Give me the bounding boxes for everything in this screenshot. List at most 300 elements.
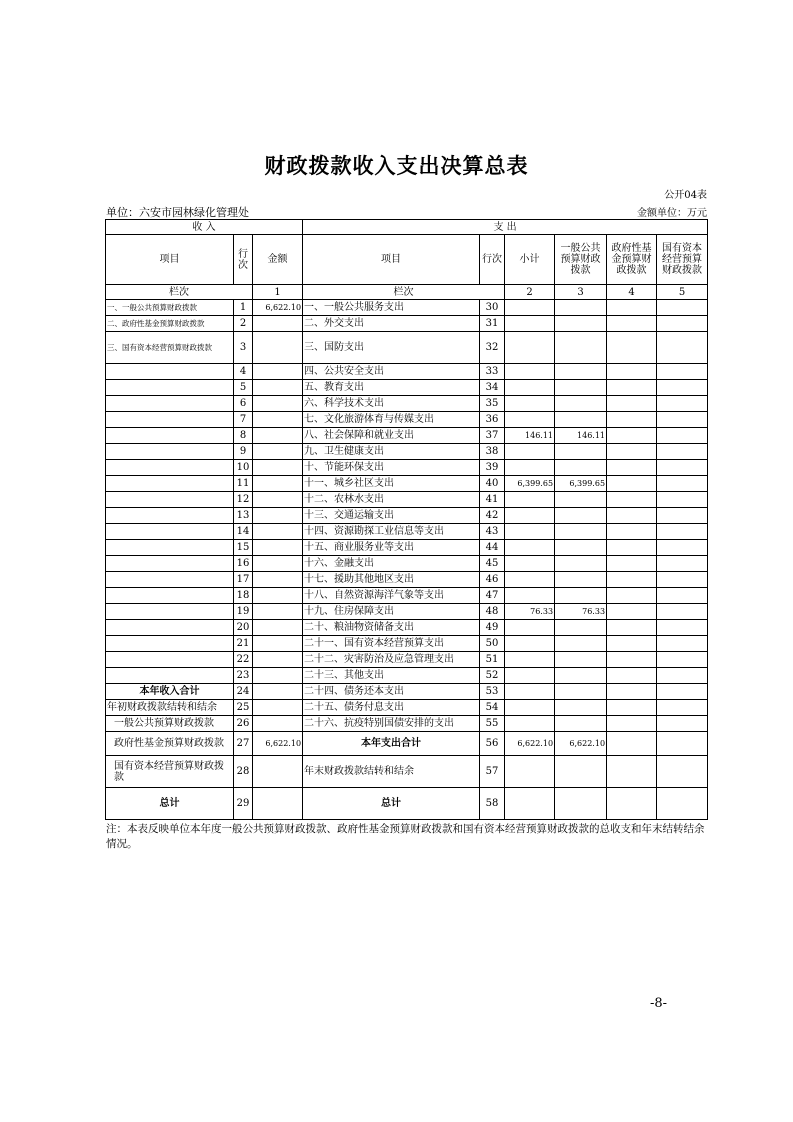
income-item-cell <box>106 556 234 572</box>
expense-line-cell: 44 <box>480 540 505 556</box>
general-budget-cell <box>555 460 607 476</box>
income-amount-cell <box>253 716 303 732</box>
income-line-cell: 19 <box>234 604 253 620</box>
table-row <box>106 684 708 700</box>
expense-header: 支 出 <box>303 220 708 235</box>
subtotal-cell <box>505 460 555 476</box>
general-budget-cell: 6,399.65 <box>555 476 607 492</box>
expense-line-cell: 48 <box>480 604 505 620</box>
table-row <box>106 332 708 364</box>
table-row <box>106 716 708 732</box>
expense-item-cell: 二十六、抗疫特别国债安排的支出 <box>303 716 480 732</box>
soe-budget-cell <box>657 412 708 428</box>
table-row <box>106 604 708 620</box>
general-budget-cell <box>555 380 607 396</box>
income-amount-cell <box>253 508 303 524</box>
general-budget-cell <box>555 508 607 524</box>
table-row <box>106 476 708 492</box>
expense-line-cell: 35 <box>480 396 505 412</box>
soe-budget-header: 国有资本经营预算财政拨款 <box>657 235 708 285</box>
soe-budget-cell <box>657 492 708 508</box>
expense-item-cell: 十九、住房保障支出 <box>303 604 480 620</box>
income-item-cell: 政府性基金预算财政拨款 <box>106 732 234 756</box>
income-amount-cell <box>253 636 303 652</box>
income-item-cell: 三、国有资本经营预算财政拨款 <box>106 332 234 364</box>
general-budget-header: 一般公共预算财政拨款 <box>555 235 607 285</box>
expense-item-cell: 三、国防支出 <box>303 332 480 364</box>
subtotal-cell <box>505 540 555 556</box>
fund-budget-cell <box>607 788 657 820</box>
expense-line-cell: 55 <box>480 716 505 732</box>
soe-budget-cell <box>657 524 708 540</box>
income-line-header: 行次 <box>234 235 253 285</box>
soe-budget-cell <box>657 756 708 788</box>
expense-line-cell: 52 <box>480 668 505 684</box>
income-item-cell: 二、政府性基金预算财政拨款 <box>106 316 234 332</box>
income-amount-cell <box>253 396 303 412</box>
table-row <box>106 700 708 716</box>
expense-item-cell: 本年支出合计 <box>303 732 480 756</box>
fund-budget-cell <box>607 444 657 460</box>
income-item-cell: 本年收入合计 <box>106 684 234 700</box>
subtotal-cell <box>505 636 555 652</box>
table-row <box>106 380 708 396</box>
income-item-cell: 一般公共预算财政拨款 <box>106 716 234 732</box>
soe-budget-cell <box>657 588 708 604</box>
table-row <box>106 364 708 380</box>
income-line-cell: 25 <box>234 700 253 716</box>
soe-budget-cell <box>657 572 708 588</box>
expense-item-cell: 八、社会保障和就业支出 <box>303 428 480 444</box>
soe-budget-cell <box>657 460 708 476</box>
income-line-cell: 9 <box>234 444 253 460</box>
income-amount-cell <box>253 444 303 460</box>
table-row <box>106 412 708 428</box>
income-amount-cell <box>253 684 303 700</box>
col-number-1: 1 <box>253 285 303 300</box>
soe-budget-cell <box>657 700 708 716</box>
general-budget-cell <box>555 364 607 380</box>
soe-budget-cell <box>657 396 708 412</box>
income-line-cell: 16 <box>234 556 253 572</box>
income-item-cell <box>106 636 234 652</box>
col-number-2: 2 <box>505 285 555 300</box>
subtotal-cell: 146.11 <box>505 428 555 444</box>
income-item-cell: 一、一般公共预算财政拨款 <box>106 300 234 316</box>
general-budget-cell <box>555 412 607 428</box>
general-budget-cell <box>555 492 607 508</box>
income-line-cell: 1 <box>234 300 253 316</box>
expense-item-cell: 二十一、国有资本经营预算支出 <box>303 636 480 652</box>
form-number: 公开04表 <box>664 190 707 201</box>
subtotal-cell <box>505 444 555 460</box>
income-item-cell <box>106 572 234 588</box>
expense-line-cell: 57 <box>480 756 505 788</box>
expense-line-cell: 31 <box>480 316 505 332</box>
col-number-3: 3 <box>555 285 607 300</box>
soe-budget-cell <box>657 604 708 620</box>
expense-item-cell: 十二、农林水支出 <box>303 492 480 508</box>
general-budget-cell: 146.11 <box>555 428 607 444</box>
expense-line-cell: 34 <box>480 380 505 396</box>
expense-line-cell: 58 <box>480 788 505 820</box>
subtotal-cell <box>505 412 555 428</box>
table-row <box>106 620 708 636</box>
income-item-cell: 总计 <box>106 788 234 820</box>
expense-item-cell: 七、文化旅游体育与传媒支出 <box>303 412 480 428</box>
table-row <box>106 428 708 444</box>
income-amount-cell <box>253 316 303 332</box>
income-item-cell: 国有资本经营预算财政拨款 <box>106 756 234 788</box>
general-budget-cell <box>555 788 607 820</box>
income-line-cell: 15 <box>234 540 253 556</box>
fund-budget-cell <box>607 716 657 732</box>
income-amount-cell <box>253 428 303 444</box>
income-line-cell: 6 <box>234 396 253 412</box>
subtotal-cell <box>505 332 555 364</box>
fund-budget-cell <box>607 540 657 556</box>
income-amount-cell <box>253 788 303 820</box>
income-item-cell <box>106 444 234 460</box>
general-budget-cell <box>555 684 607 700</box>
expense-line-cell: 30 <box>480 300 505 316</box>
soe-budget-cell <box>657 684 708 700</box>
col-number-4: 4 <box>607 285 657 300</box>
income-line-cell: 2 <box>234 316 253 332</box>
subtotal-cell <box>505 364 555 380</box>
income-item-cell <box>106 604 234 620</box>
table-row <box>106 492 708 508</box>
subtotal-cell <box>505 380 555 396</box>
expense-line-cell: 51 <box>480 652 505 668</box>
fund-budget-cell <box>607 300 657 316</box>
general-budget-cell <box>555 300 607 316</box>
income-line-cell: 3 <box>234 332 253 364</box>
expense-line-header: 行次 <box>480 235 505 285</box>
income-line-cell: 29 <box>234 788 253 820</box>
fund-budget-cell <box>607 460 657 476</box>
expense-item-cell: 十三、交通运输支出 <box>303 508 480 524</box>
fund-budget-cell <box>607 316 657 332</box>
expense-line-cell: 42 <box>480 508 505 524</box>
income-line-cell: 21 <box>234 636 253 652</box>
income-amount-cell <box>253 756 303 788</box>
general-budget-cell <box>555 524 607 540</box>
subtotal-cell <box>505 524 555 540</box>
subtotal-cell: 6,622.10 <box>505 732 555 756</box>
subtotal-cell <box>505 716 555 732</box>
table-row <box>106 444 708 460</box>
soe-budget-cell <box>657 364 708 380</box>
subtotal-cell <box>505 756 555 788</box>
fund-budget-cell <box>607 756 657 788</box>
income-amount-cell <box>253 556 303 572</box>
lanci-label-expense: 栏次 <box>303 285 505 300</box>
income-amount-cell <box>253 620 303 636</box>
fund-budget-cell <box>607 636 657 652</box>
subtotal-cell <box>505 300 555 316</box>
income-line-cell: 14 <box>234 524 253 540</box>
table-row <box>106 652 708 668</box>
subtotal-cell <box>505 652 555 668</box>
income-item-cell <box>106 412 234 428</box>
subtotal-header: 小计 <box>505 235 555 285</box>
general-budget-cell <box>555 444 607 460</box>
expense-line-cell: 38 <box>480 444 505 460</box>
general-budget-cell <box>555 652 607 668</box>
income-amount-cell <box>253 460 303 476</box>
subtotal-cell <box>505 316 555 332</box>
income-amount-cell <box>253 332 303 364</box>
soe-budget-cell <box>657 300 708 316</box>
unit-label: 单位：六安市园林绿化管理处 <box>106 206 249 219</box>
expense-item-cell: 二十二、灾害防治及应急管理支出 <box>303 652 480 668</box>
page-number: -8- <box>650 996 668 1011</box>
fund-budget-cell <box>607 524 657 540</box>
expense-item-cell: 十一、城乡社区支出 <box>303 476 480 492</box>
general-budget-cell <box>555 316 607 332</box>
expense-line-cell: 32 <box>480 332 505 364</box>
subtotal-cell <box>505 700 555 716</box>
income-amount-cell <box>253 652 303 668</box>
income-item-cell <box>106 380 234 396</box>
fund-budget-cell <box>607 668 657 684</box>
general-budget-cell <box>555 588 607 604</box>
soe-budget-cell <box>657 788 708 820</box>
income-amount-cell <box>253 524 303 540</box>
general-budget-cell <box>555 396 607 412</box>
fund-budget-header: 政府性基金预算财政拨款 <box>607 235 657 285</box>
expense-item-cell: 五、教育支出 <box>303 380 480 396</box>
income-item-cell <box>106 668 234 684</box>
income-line-cell: 23 <box>234 668 253 684</box>
income-amount-cell <box>253 476 303 492</box>
income-header: 收 入 <box>106 220 303 235</box>
fund-budget-cell <box>607 396 657 412</box>
income-item-cell <box>106 620 234 636</box>
soe-budget-cell <box>657 668 708 684</box>
fund-budget-cell <box>607 684 657 700</box>
general-budget-cell <box>555 756 607 788</box>
general-budget-cell <box>555 540 607 556</box>
soe-budget-cell <box>657 332 708 364</box>
income-item-cell <box>106 460 234 476</box>
soe-budget-cell <box>657 556 708 572</box>
expense-item-cell: 十八、自然资源海洋气象等支出 <box>303 588 480 604</box>
general-budget-cell <box>555 668 607 684</box>
income-line-cell: 12 <box>234 492 253 508</box>
expense-item-cell: 一、一般公共服务支出 <box>303 300 480 316</box>
soe-budget-cell <box>657 444 708 460</box>
subtotal-cell <box>505 788 555 820</box>
page-title: 财政拨款收入支出决算总表 <box>264 153 529 178</box>
table-row <box>106 524 708 540</box>
expense-item-cell: 十、节能环保支出 <box>303 460 480 476</box>
fund-budget-cell <box>607 620 657 636</box>
subtotal-cell <box>505 508 555 524</box>
income-line-cell: 28 <box>234 756 253 788</box>
subtotal-cell <box>505 620 555 636</box>
income-amount-cell <box>253 492 303 508</box>
expense-line-cell: 46 <box>480 572 505 588</box>
fund-budget-cell <box>607 508 657 524</box>
expense-line-cell: 40 <box>480 476 505 492</box>
income-amount-cell <box>253 572 303 588</box>
expense-line-cell: 45 <box>480 556 505 572</box>
subtotal-cell <box>505 396 555 412</box>
expense-item-cell: 六、科学技术支出 <box>303 396 480 412</box>
expense-line-cell: 33 <box>480 364 505 380</box>
table-row <box>106 396 708 412</box>
income-line-cell: 18 <box>234 588 253 604</box>
expense-line-cell: 43 <box>480 524 505 540</box>
income-item-cell <box>106 364 234 380</box>
general-budget-cell <box>555 572 607 588</box>
table-row <box>106 508 708 524</box>
general-budget-cell <box>555 636 607 652</box>
fund-budget-cell <box>607 476 657 492</box>
expense-line-cell: 53 <box>480 684 505 700</box>
expense-line-cell: 47 <box>480 588 505 604</box>
income-item-cell <box>106 652 234 668</box>
lanci-label-income: 栏次 <box>106 285 253 300</box>
fund-budget-cell <box>607 364 657 380</box>
table-row <box>106 460 708 476</box>
income-line-cell: 20 <box>234 620 253 636</box>
subtotal-cell: 6,399.65 <box>505 476 555 492</box>
table-row <box>106 732 708 756</box>
general-budget-cell <box>555 556 607 572</box>
expense-item-cell: 年末财政拨款结转和结余 <box>303 756 480 788</box>
expense-item-cell: 十五、商业服务业等支出 <box>303 540 480 556</box>
col-number-5: 5 <box>657 285 708 300</box>
table-row <box>106 636 708 652</box>
income-item-cell <box>106 588 234 604</box>
soe-budget-cell <box>657 636 708 652</box>
income-line-cell: 10 <box>234 460 253 476</box>
fund-budget-cell <box>607 700 657 716</box>
income-amount-cell <box>253 668 303 684</box>
soe-budget-cell <box>657 508 708 524</box>
expense-item-cell: 十六、金融支出 <box>303 556 480 572</box>
income-item-header: 项目 <box>106 235 234 285</box>
income-line-cell: 17 <box>234 572 253 588</box>
income-line-cell: 5 <box>234 380 253 396</box>
expense-item-cell: 二十三、其他支出 <box>303 668 480 684</box>
fund-budget-cell <box>607 572 657 588</box>
income-amount-cell: 6,622.10 <box>253 300 303 316</box>
expense-line-cell: 37 <box>480 428 505 444</box>
income-amount-cell <box>253 700 303 716</box>
expense-item-cell: 九、卫生健康支出 <box>303 444 480 460</box>
income-item-cell <box>106 428 234 444</box>
income-item-cell <box>106 508 234 524</box>
income-line-cell: 11 <box>234 476 253 492</box>
subtotal-cell <box>505 492 555 508</box>
subtotal-cell <box>505 668 555 684</box>
fund-budget-cell <box>607 588 657 604</box>
budget-summary-table <box>105 219 708 820</box>
general-budget-cell: 76.33 <box>555 604 607 620</box>
income-line-cell: 22 <box>234 652 253 668</box>
table-row <box>106 556 708 572</box>
income-amount-cell <box>253 380 303 396</box>
expense-line-cell: 36 <box>480 412 505 428</box>
income-line-cell: 4 <box>234 364 253 380</box>
soe-budget-cell <box>657 620 708 636</box>
fund-budget-cell <box>607 732 657 756</box>
subtotal-cell <box>505 572 555 588</box>
expense-line-cell: 54 <box>480 700 505 716</box>
fund-budget-cell <box>607 412 657 428</box>
expense-item-cell: 二十五、债务付息支出 <box>303 700 480 716</box>
amount-unit-label: 金额单位：万元 <box>637 208 707 219</box>
soe-budget-cell <box>657 652 708 668</box>
expense-line-cell: 39 <box>480 460 505 476</box>
income-amount-cell <box>253 604 303 620</box>
income-amount-cell <box>253 412 303 428</box>
table-row <box>106 668 708 684</box>
general-budget-cell <box>555 332 607 364</box>
expense-item-cell: 十四、资源勘探工业信息等支出 <box>303 524 480 540</box>
general-budget-cell <box>555 716 607 732</box>
fund-budget-cell <box>607 652 657 668</box>
expense-item-cell: 四、公共安全支出 <box>303 364 480 380</box>
income-line-cell: 27 <box>234 732 253 756</box>
fund-budget-cell <box>607 492 657 508</box>
income-item-cell: 年初财政拨款结转和结余 <box>106 700 234 716</box>
footnote: 注：本表反映单位本年度一般公共预算财政拨款、政府性基金预算财政拨款和国有资本经营预算财政拨款的总收支和年末结转结余情况。 <box>106 823 705 850</box>
income-amount-cell: 6,622.10 <box>253 732 303 756</box>
soe-budget-cell <box>657 716 708 732</box>
fund-budget-cell <box>607 428 657 444</box>
expense-item-cell: 十七、援助其他地区支出 <box>303 572 480 588</box>
fund-budget-cell <box>607 332 657 364</box>
income-item-cell <box>106 492 234 508</box>
subtotal-cell: 76.33 <box>505 604 555 620</box>
expense-item-header: 项目 <box>303 235 480 285</box>
income-amount-header: 金额 <box>253 235 303 285</box>
table-row <box>106 788 708 820</box>
expense-item-cell: 总计 <box>303 788 480 820</box>
income-item-cell <box>106 396 234 412</box>
soe-budget-cell <box>657 540 708 556</box>
soe-budget-cell <box>657 476 708 492</box>
fund-budget-cell <box>607 556 657 572</box>
table-row <box>106 756 708 788</box>
soe-budget-cell <box>657 316 708 332</box>
expense-item-cell: 二、外交支出 <box>303 316 480 332</box>
table-row <box>106 316 708 332</box>
soe-budget-cell <box>657 732 708 756</box>
expense-line-cell: 49 <box>480 620 505 636</box>
income-amount-cell <box>253 588 303 604</box>
income-line-cell: 13 <box>234 508 253 524</box>
expense-line-cell: 56 <box>480 732 505 756</box>
table-row <box>106 300 708 316</box>
table-row <box>106 588 708 604</box>
income-line-cell: 26 <box>234 716 253 732</box>
income-amount-cell <box>253 364 303 380</box>
subtotal-cell <box>505 588 555 604</box>
income-line-cell: 24 <box>234 684 253 700</box>
table-row <box>106 572 708 588</box>
subtotal-cell <box>505 556 555 572</box>
income-item-cell <box>106 476 234 492</box>
expense-item-cell: 二十、粮油物资储备支出 <box>303 620 480 636</box>
income-item-cell <box>106 524 234 540</box>
subtotal-cell <box>505 684 555 700</box>
